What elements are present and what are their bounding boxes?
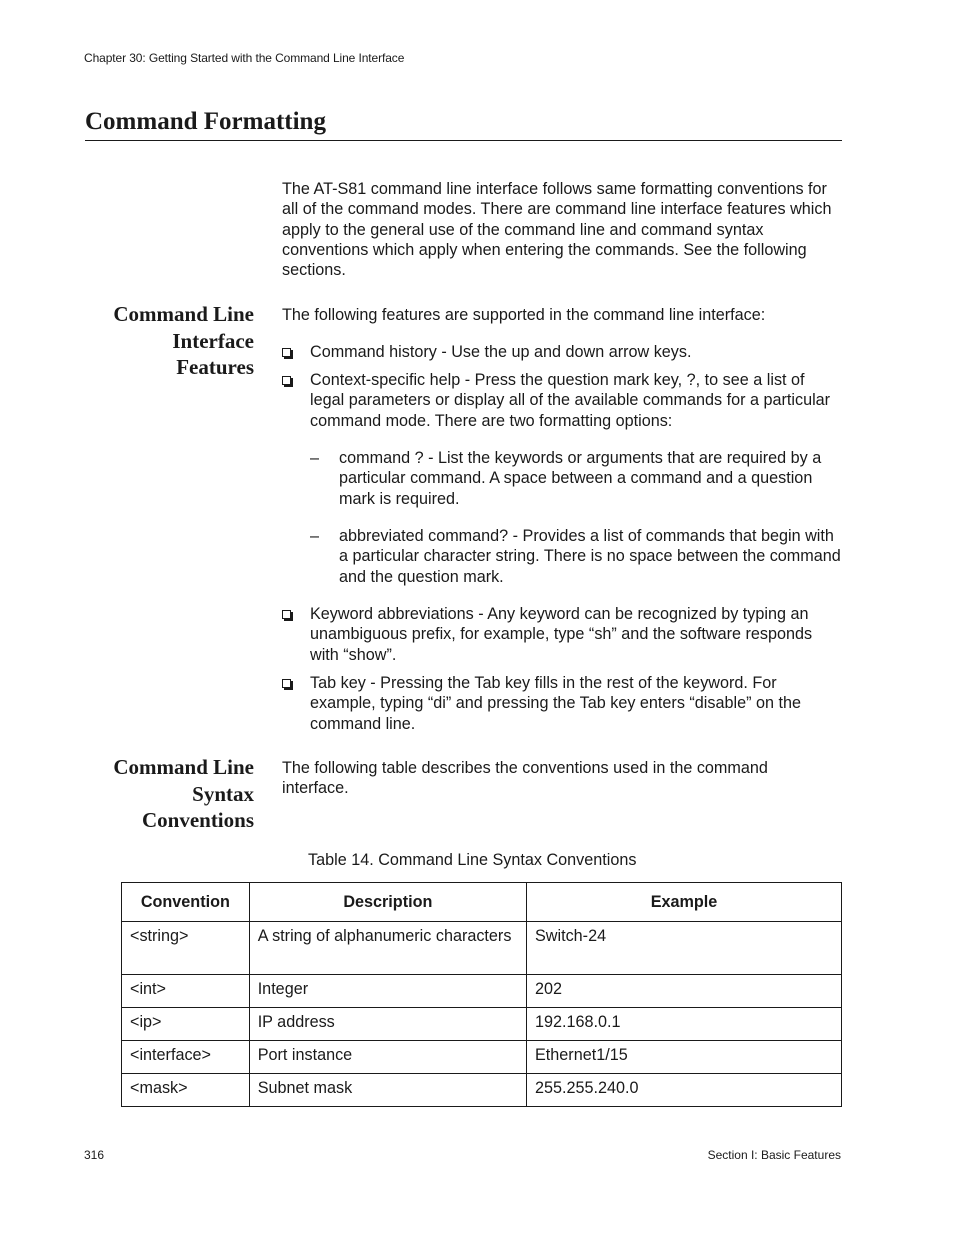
sub-item-text: command ? - List the keywords or arguments that are required by a particular command. A space between a command and a question mark is required. [339,449,822,508]
column-header-convention: Convention [122,883,250,922]
bullet-text: Keyword abbreviations - Any keyword can be recognized by typing an unambiguous prefix, for example, type “sh” and the software responds with “show”. [310,605,813,664]
table-caption: Table 14. Command Line Syntax Conventions [308,851,637,869]
bullet-text: Tab key - Pressing the Tab key fills in the rest of the keyword. For example, typing “di” and pressing the Tab key enters “disable” on the command line. [310,674,801,733]
table-row [122,1008,842,1041]
cell-example: Switch-24 [527,922,842,975]
table-row [122,975,842,1008]
cell-description: A string of alphanumeric characters [249,922,526,975]
intro-paragraph: The AT-S81 command line interface follows same formatting conventions for all of the command modes. There are command line interface features which apply to the general use of the command line and command syntax conventions which apply when entering the commands. See the following sections. [282,180,832,280]
bullet-text: Context-specific help - Press the question mark key, ?, to see a list of legal parameters or display all of the available commands for a particular command mode. There are two formatting options: [310,371,831,430]
features-heading-line-2: Interface [172,328,254,353]
cell-convention: <mask> [122,1074,250,1107]
dash-marker: – [310,527,320,545]
footer-section-label: Section I: Basic Features [707,1148,841,1162]
syntax-lead: The following table describes the conventions used in the command interface. [282,759,768,798]
cell-convention: <int> [122,975,250,1008]
list-item [282,342,842,362]
title-rule [85,140,842,141]
cell-description: Integer [249,975,526,1008]
page-title: Command Formatting [85,108,326,135]
column-header-example: Example [527,883,842,922]
syntax-heading-line-2: Syntax [192,781,254,806]
features-heading [113,301,254,381]
bullet-text: Command history - Use the up and down arrow keys. [310,343,692,361]
cell-example: 192.168.0.1 [527,1008,842,1041]
syntax-heading-line-3: Conventions [141,808,254,832]
cell-example: 202 [527,975,842,1008]
features-lead: The following features are supported in the command line interface: [282,306,766,324]
features-heading-line-3: Features [176,355,254,379]
checkbox-bullet-icon [282,679,291,688]
list-item [282,604,842,665]
table-header-row [122,883,842,922]
checkbox-bullet-icon [282,610,291,619]
conventions-table [121,882,842,1107]
cell-description: IP address [249,1008,526,1041]
sub-list-item [310,448,842,509]
dash-marker: – [310,449,320,467]
list-item [282,673,842,734]
cell-convention: <interface> [122,1041,250,1074]
cell-example: 255.255.240.0 [527,1074,842,1107]
page-number: 316 [84,1148,105,1162]
table-row [122,922,842,975]
cell-example: Ethernet1/15 [527,1041,842,1074]
cell-description: Subnet mask [249,1074,526,1107]
list-item [282,370,842,431]
running-header: Chapter 30: Getting Started with the Command Line Interface [84,51,405,65]
table-row [122,1041,842,1074]
column-header-description: Description [249,883,526,922]
cell-description: Port instance [249,1041,526,1074]
table-row [122,1074,842,1107]
syntax-heading [113,754,254,834]
cell-convention: <ip> [122,1008,250,1041]
checkbox-bullet-icon [282,376,291,385]
features-heading-line-1: Command Line [113,302,254,326]
sub-item-text: abbreviated command? - Provides a list of commands that begin with a particular character string. There is no space between the command and the question mark. [339,527,841,586]
sub-list-item [310,526,842,587]
cell-convention: <string> [122,922,250,975]
syntax-heading-line-1: Command Line [113,755,254,779]
checkbox-bullet-icon [282,348,291,357]
